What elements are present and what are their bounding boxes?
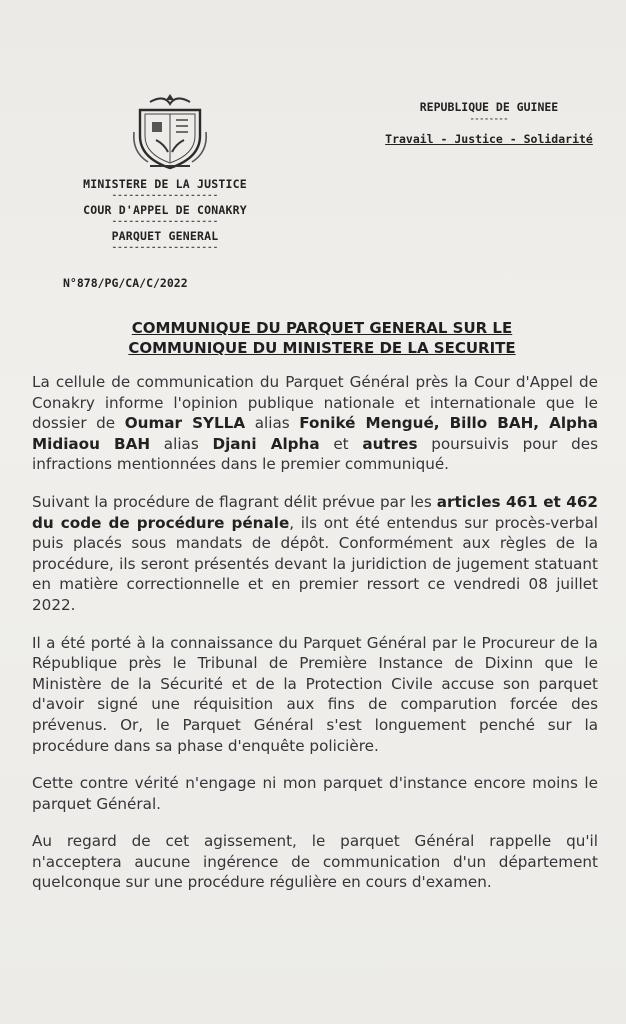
- ministry-name: MINISTERE DE LA JUSTICE: [83, 177, 247, 191]
- others-label: autres: [362, 434, 418, 453]
- text: poursuivis pour des infractions mentionnées dans le premier communiqué.: [32, 434, 598, 474]
- title-line-1: COMMUNIQUE DU PARQUET GENERAL SUR LE: [131, 319, 513, 337]
- text: alias: [150, 434, 213, 453]
- country-name: REPUBLIQUE DE GUINEE: [419, 100, 559, 114]
- title-line-2: COMMUNIQUE DU MINISTERE DE LA SECURITE: [128, 339, 516, 357]
- issuing-authority: [40, 176, 290, 254]
- paragraph-3: Il a été porté à la connaissance du Parquet Général par le Procureur de la République près le Tribunal de Première Instance de Dixinn que le Ministère de la Sécurité et de la Protection Civile accuse son parquet d'avoir signé une réquisition aux fins de comparution forcée des prévenus. Or, le Parquet Général s'est longuement penché sur la procédure dans sa phase d'enquête policière.: [32, 633, 598, 755]
- text: et: [319, 434, 363, 453]
- text: alias: [245, 414, 300, 433]
- republic-header: [378, 100, 600, 146]
- paragraph-5: Au regard de cet agissement, le parquet Général rappelle qu'il n'acceptera aucune ingérence de communication d'un département quelconque sur une procédure régulière en cours d'examen.: [32, 832, 598, 892]
- separator: -------------------: [111, 217, 219, 227]
- name-oumar-sylla: Oumar SYLLA: [124, 414, 246, 433]
- names-list: Foniké Mengué, Billo BAH, Alpha Midiaou BAH: [32, 414, 598, 453]
- paragraph-2: [32, 492, 598, 616]
- separator: --------: [469, 114, 509, 123]
- paragraph-1: [32, 372, 598, 475]
- reference-number: N°878/PG/CA/C/2022: [63, 276, 188, 290]
- paragraph-4: Cette contre vérité n'engage ni mon parquet d'instance encore moins le parquet Général.: [32, 774, 598, 813]
- text: , ils ont été entendus sur procès-verbal puis placés sous mandats de dépôt. Conformément aux règles de la procédure, ils seront présentés devant la juridiction de jugement statuant en matière correctionnelle et en premier ressort ce vendredi 08 juillet 2022.: [32, 513, 598, 614]
- coat-of-arms-icon: [128, 92, 212, 174]
- communique-body: [32, 372, 598, 910]
- national-motto: Travail - Justice - Solidarité: [385, 132, 593, 146]
- separator: -------------------: [111, 243, 219, 253]
- name-djani-alpha: Djani Alpha: [212, 434, 320, 453]
- communique-title: [40, 318, 604, 358]
- parquet-name: PARQUET GENERAL: [111, 229, 219, 243]
- separator: -------------------: [111, 191, 219, 201]
- court-name: COUR D'APPEL DE CONAKRY: [83, 203, 247, 217]
- legal-articles: articles 461 et 462 du code de procédure pénale: [32, 492, 598, 532]
- text: Suivant la procédure de flagrant délit prévue par les: [32, 492, 437, 511]
- text: La cellule de communication du Parquet Général près la Cour d'Appel de Conakry informe l'opinion publique nationale et internationale que le dossier de: [32, 373, 598, 433]
